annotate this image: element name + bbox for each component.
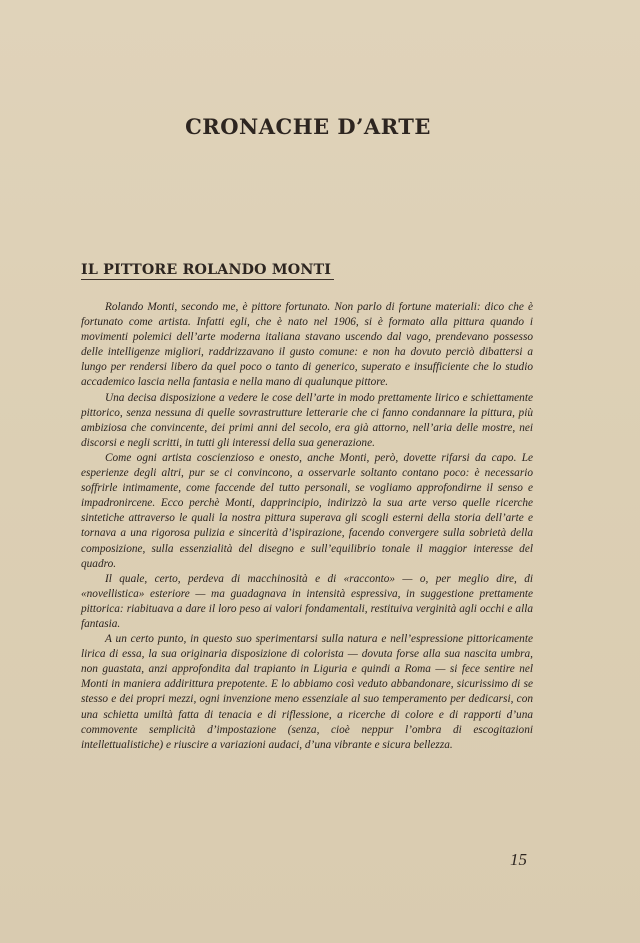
article-header	[81, 262, 334, 280]
article-body	[81, 300, 533, 753]
page-number: 15	[510, 850, 527, 869]
paragraph: Rolando Monti, secondo me, è pittore fortunato. Non parlo di fortune materiali: dico che è fortunato come artista. Infatti egli, che è nato nel 1906, si è formato alla pittura quando i movimenti polemici dell’arte moderna italiana stavano uscendo dal vago, prendevano possesso delle intelligenze migliori, raddrizzavano il gusto comune: e non ha dovuto perciò dibattersi a lungo per rendersi libero da quel poco o tanto di generico, superato e insufficiente che lo studio accademico lascia nella fantasia e nella mano di qualunque pittore.	[81, 301, 533, 389]
paragraph: Una decisa disposizione a vedere le cose dell’arte in modo prettamente lirico e schiettamente pittorico, senza nessuna di quelle sovrastrutture letterarie che ci fanno condannare la pittura, più ambiziosa che convincente, dei primi anni del secolo, era già attorno, nell’aria delle mostre, nei discorsi e negli scritti, in tutti gli interessi della sua generazione.	[81, 391, 533, 449]
section-title: CRONACHE D’ARTE	[185, 114, 431, 139]
paragraph: A un certo punto, in questo suo sperimentarsi sulla natura e nell’espressione pittoricamente lirica di essa, la sua originaria disposizione di colorista — dovuta forse alla sua nascita umbra, non guastata, anzi approfondita dal trapianto in Liguria e quindi a Roma — si fece sentire nel Monti in maniera addirittura prepotente. E lo abbiamo così veduto abbandonare, sicurissimo di se stesso e dei propri mezzi, ogni invenzione meno essenziale al suo temperamento per dedicarsi, con una schietta umiltà fatta di tenacia e di riflessione, a ricerche di colore e di rapporti d’una commovente semplicità d’impostazione (senza, cioè neppur l’ombra di escogitazioni intellettualistiche) e riuscire a variazioni audaci, d’una vibrante e sicura bellezza.	[81, 633, 533, 751]
article-title: IL PITTORE ROLANDO MONTI	[81, 262, 332, 278]
paragraph: Il quale, certo, perdeva di macchinosità e di «racconto» — o, per meglio dire, di «novellistica» esteriore — ma guadagnava in intensità espressiva, in suggestione prettamente pittorica: riabituava a dare il loro peso ai valori fondamentali, restituiva verginità agli occhi e alla fantasia.	[81, 572, 533, 630]
paragraph: Come ogni artista coscienzioso e onesto, anche Monti, però, dovette rifarsi da capo. Le esperienze degli altri, pur se ci convincono, a osservarle soltanto contano poco: è necessario soffrirle intimamente, come faccende del tutto personali, se vogliamo approfondirne il senso e impadronircene. Ecco perchè Monti, dapprincipio, indirizzò la sua arte verso quelle ricerche sintetiche attraverso le quali la nostra pittura superava gli scogli esterni della storia dell’arte e tornava a una rigorosa pulizia e sincerità d’ispirazione, facendo convergere sulla sobrietà della composizione, sulla essenzialità del disegno e sull’equilibrio tonale il maggior interesse del quadro.	[81, 451, 533, 570]
